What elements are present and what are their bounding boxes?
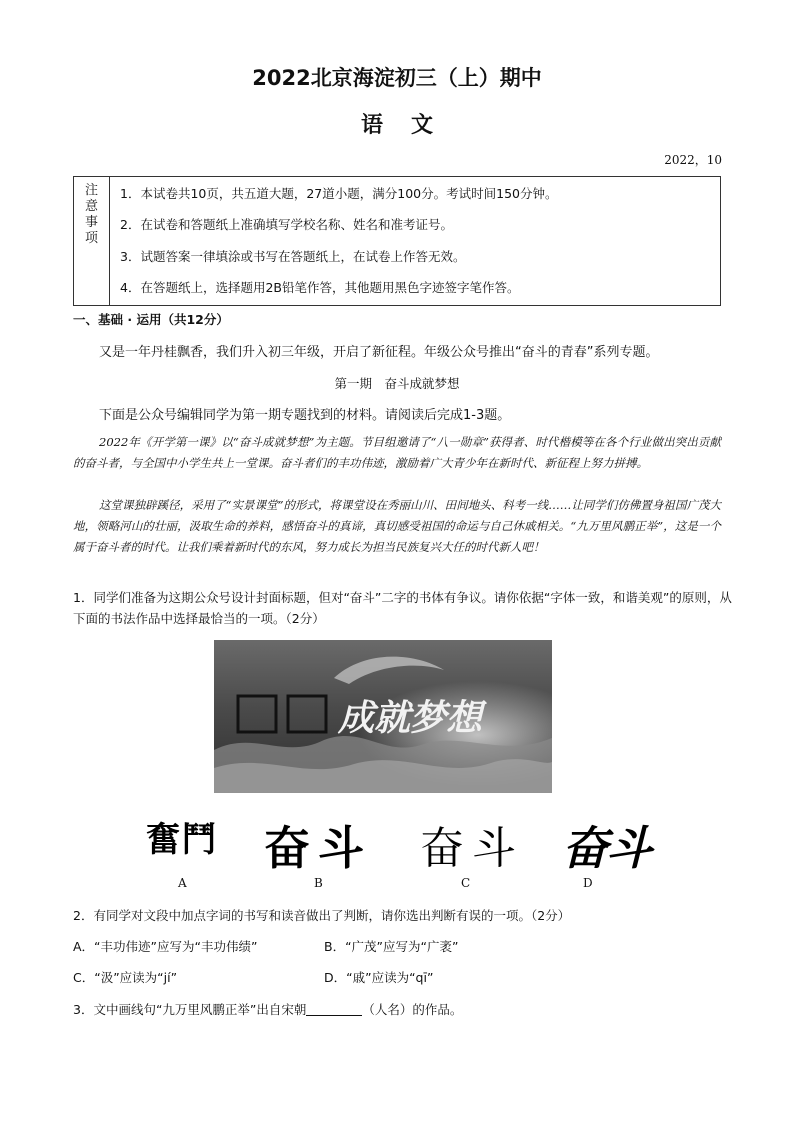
material-paragraph-2: 这堂课独辟蹊径，采用了“实景课堂”的形式，将课堂设在秀丽山川、田间地头、科考一线……让同学们仿佛置身祖国广茂大地，领略河山的壮丽，汲取生命的养料，感悟奋斗的真谛，真切感受祖国的命运与自己休戚相关。“九万里风鹏正举”，这是一个属于奋斗者的时代。让我们乘着新时代的东风，努力成长为担当民族复兴大任的时代新人吧！ [73, 498, 721, 554]
q2-option-a[interactable]: A．“丰功伟迹”应写为“丰功伟绩” [73, 939, 258, 954]
section-heading: 一、基础 · 运用（共12分） [73, 312, 229, 327]
section-intro: 又是一年丹桂飘香，我们升入初三年级，开启了新征程。年级公众号推出“奋斗的青春”系列专题。 [99, 345, 659, 360]
notice-item: 4．在答题纸上，选择题用2B铅笔作答，其他题用黑色字迹签字笔作答。 [120, 280, 520, 295]
option-letter-d: D [583, 876, 593, 890]
cover-title-text: 成就梦想 [338, 697, 483, 739]
q2-option-c[interactable]: C．“汲”应读为“jí” [73, 970, 178, 985]
calligraphy-option-c[interactable]: 奋斗 [420, 823, 524, 874]
q2-option-d[interactable]: D．“戚”应读为“qī” [324, 970, 434, 985]
question-2: 2．有同学对文段中加点字词的书写和读音做出了判断，请你选出判断有误的一项。（2分） [73, 908, 571, 923]
answer-blank[interactable] [306, 1001, 362, 1016]
option-letter-b: B [314, 876, 323, 890]
exam-date: 2022，10 [664, 153, 722, 167]
calligraphy-option-b[interactable]: 奋斗 [264, 821, 372, 875]
notice-item: 1．本试卷共10页，共五道大题，27道小题，满分100分。考试时间150分钟。 [120, 186, 558, 201]
issue-title: 第一期 奋斗成就梦想 [334, 376, 460, 391]
q2-option-b[interactable]: B．“广茂”应写为“广袤” [324, 939, 459, 954]
notice-item: 3．试题答案一律填涂或书写在答题纸上，在试卷上作答无效。 [120, 249, 466, 264]
calligraphy-option-a[interactable]: 奮鬥 [146, 820, 218, 860]
calligraphy-option-d[interactable]: 奋斗 [562, 821, 650, 875]
cover-image [214, 640, 552, 793]
notice-box [73, 176, 721, 306]
page-title: 2022北京海淀初三（上）期中 [252, 66, 542, 90]
instruction: 下面是公众号编辑同学为第一期专题找到的材料。请阅读后完成1-3题。 [99, 408, 511, 423]
question-3: 3．文中画线句“九万里风鹏正举”出自宋朝 （人名）的作品。 [73, 1002, 463, 1017]
option-letter-a: A [178, 876, 187, 890]
material-paragraph-1: 2022年《开学第一课》以“奋斗成就梦想”为主题。节目组邀请了“八一勋章”获得者、时代楷模等在各个行业做出突出贡献的奋斗者，与全国中小学生共上一堂课。奋斗者们的丰功伟迹，激励着广大青少年在新时代、新征程上努力拼搏。 [73, 435, 721, 470]
notice-label: 注 意 事 项 [74, 177, 110, 305]
question-1: 1．同学们准备为这期公众号设计封面标题，但对“奋斗”二字的书体有争议。请你依据“字体一致，和谐美观”的原则，从下面的书法作品中选择最恰当的一项。（2分） [73, 590, 732, 626]
notice-item: 2．在试卷和答题纸上准确填写学校名称、姓名和准考证号。 [120, 217, 453, 232]
option-letter-c: C [461, 876, 471, 890]
subject-title: 语文 [360, 112, 461, 138]
